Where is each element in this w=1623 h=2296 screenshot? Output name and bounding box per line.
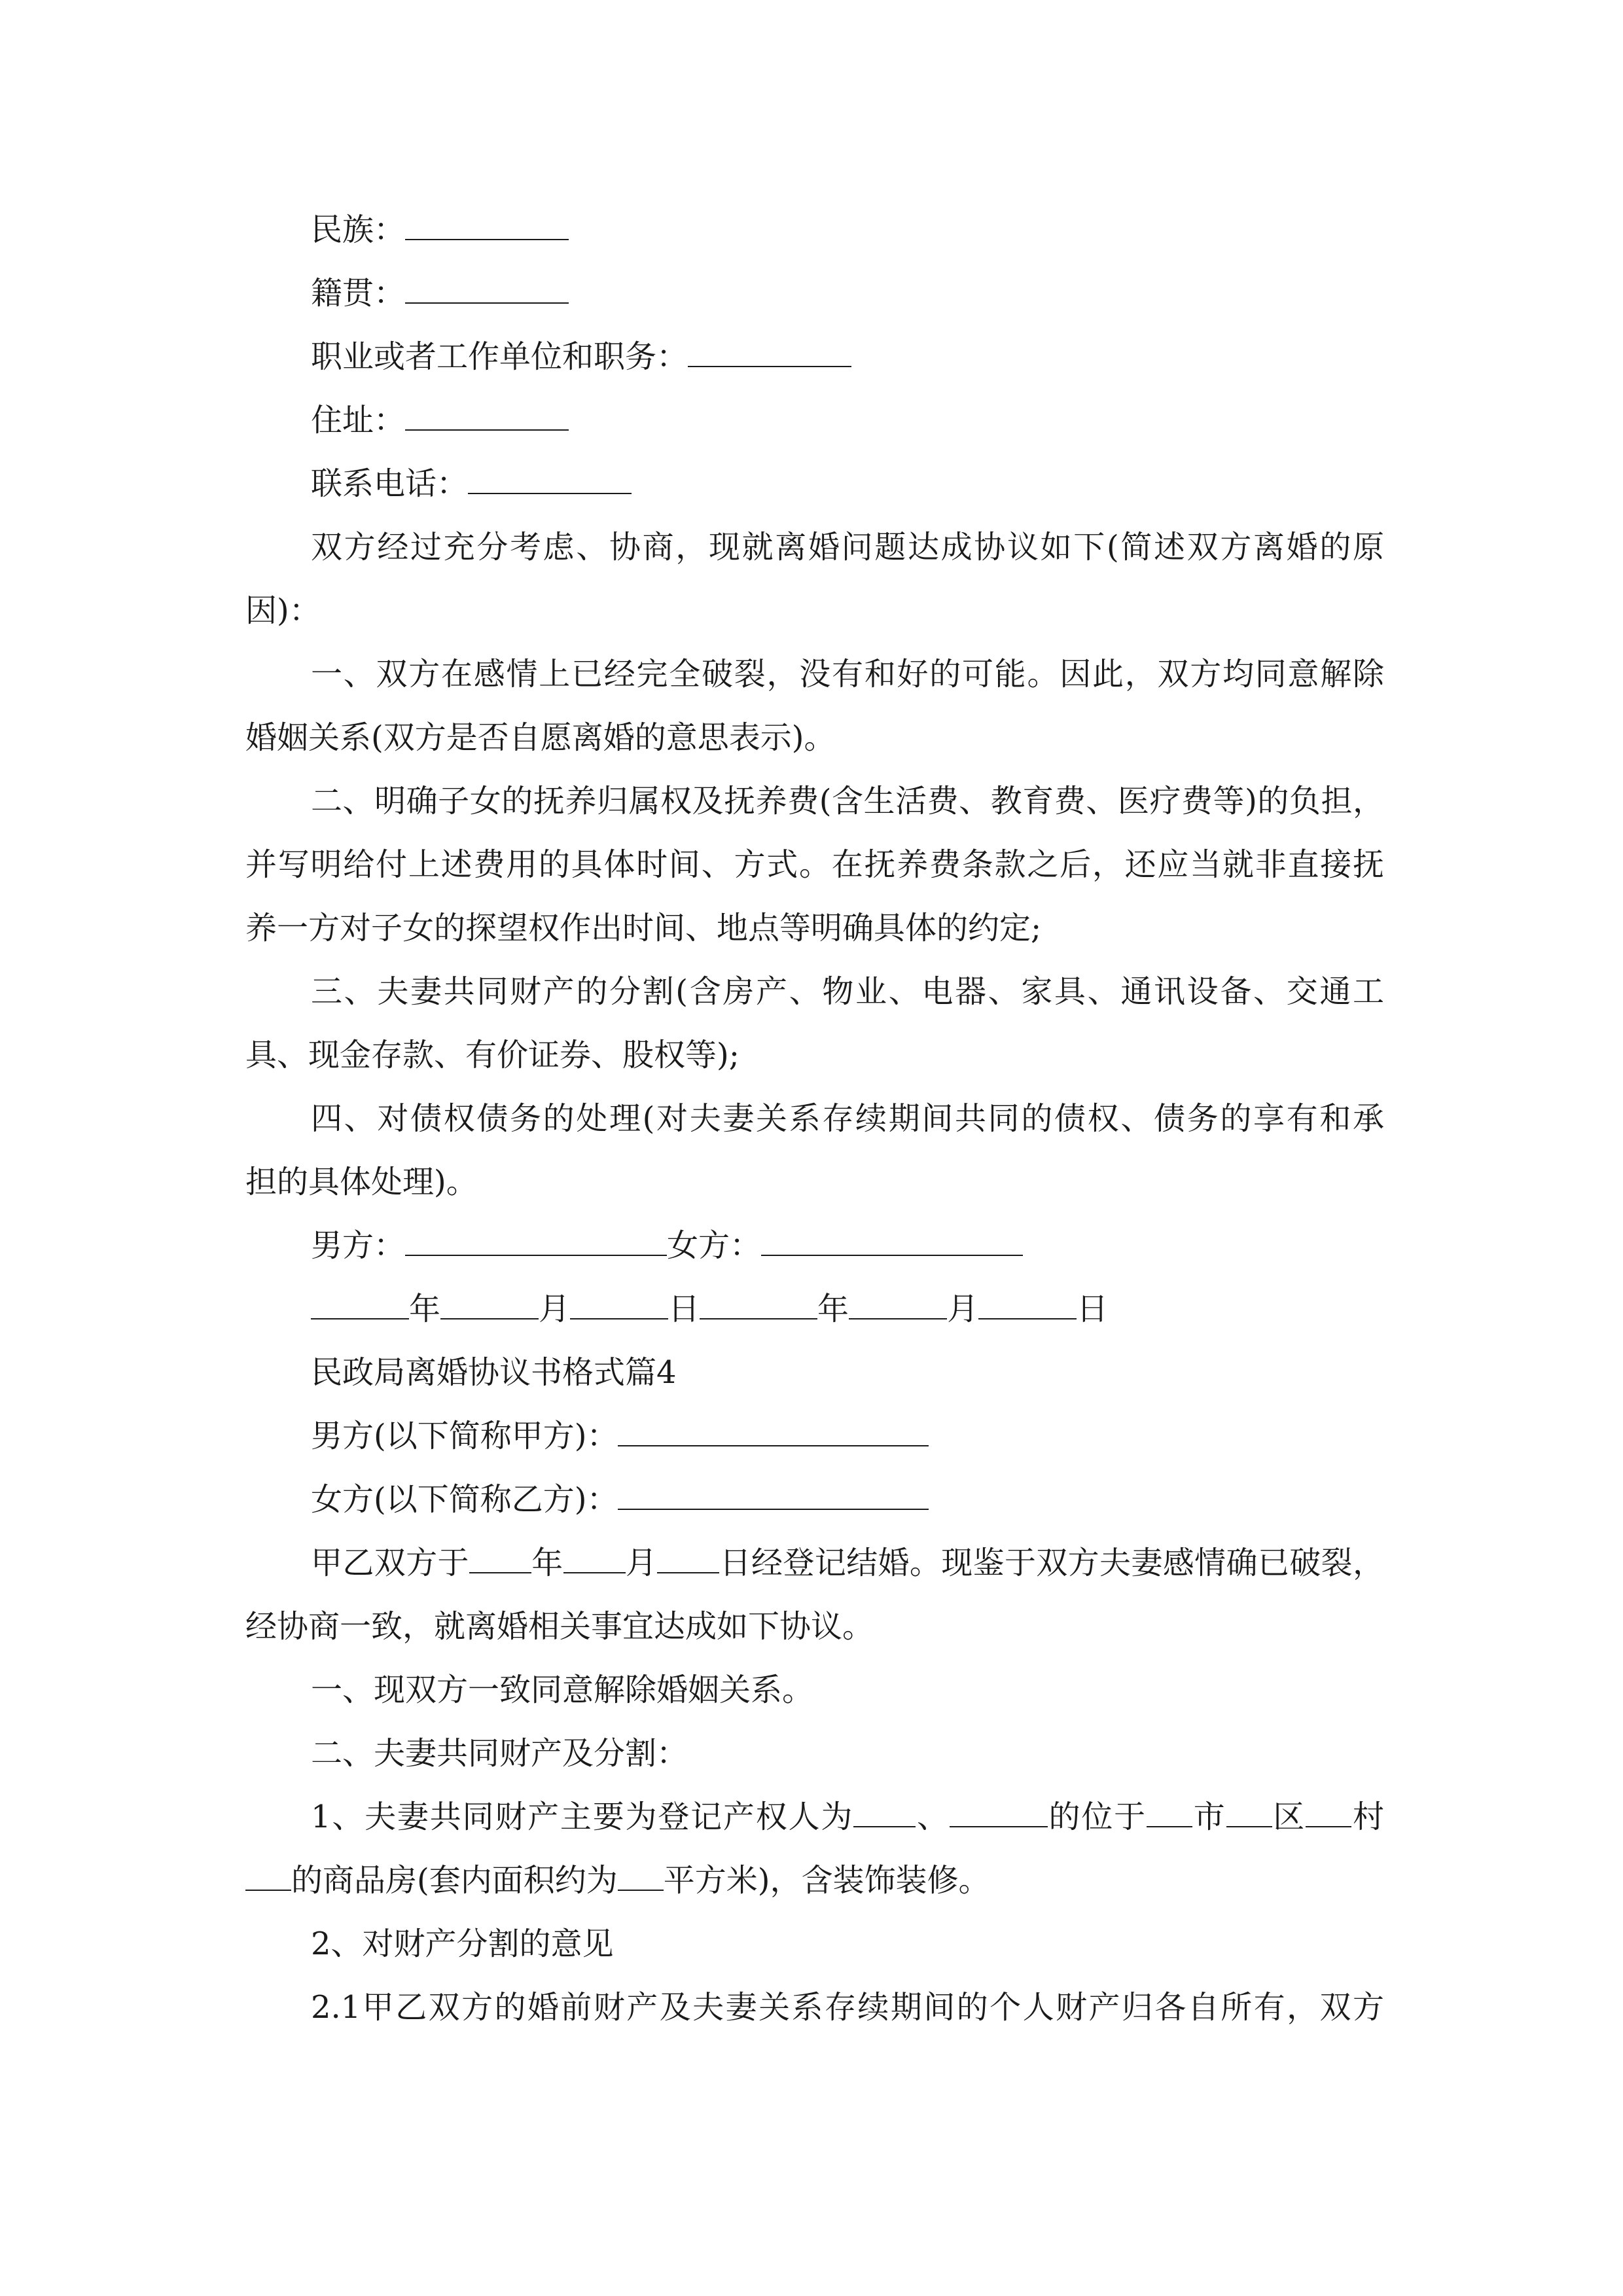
paragraph-line: 并写明给付上述费用的具体时间、方式。在抚养费条款之后，还应当就非直接抚: [245, 846, 1384, 883]
native-place-blank: [405, 276, 569, 304]
party-b-label: 女方(以下简称乙方)：: [311, 1481, 618, 1518]
paragraph-line: 婚姻关系(双方是否自愿离婚的意思表示)。: [245, 719, 836, 756]
party-b-blank: [618, 1482, 929, 1510]
paragraph-line: 二、夫妻共同财产及分割：: [311, 1735, 688, 1772]
male-signature-blank: [405, 1229, 667, 1256]
paragraph-line: 双方经过充分考虑、协商，现就离婚问题达成协议如下(简述双方离婚的原: [311, 529, 1384, 565]
village-blank: [1306, 1800, 1351, 1827]
marriage-text: 甲乙双方于: [311, 1545, 469, 1581]
paragraph-line: 2.1甲乙双方的婚前财产及夫妻关系存续期间的个人财产归各自所有，双方: [311, 1989, 1384, 2026]
native-place-field: [311, 274, 1384, 312]
paragraph-line: 三、夫妻共同财产的分割(含房产、物业、电器、家具、通讯设备、交通工: [311, 973, 1384, 1010]
paragraph-line: 具、现金存款、有价证券、股权等);: [245, 1037, 740, 1073]
paragraph-line: 担的具体处理)。: [245, 1164, 478, 1200]
ethnicity-label: 民族：: [311, 211, 406, 248]
month-label: 月: [947, 1291, 979, 1327]
address-label: 住址：: [311, 402, 406, 439]
area-blank: [618, 1863, 664, 1891]
property-line: [311, 1798, 1384, 1836]
city-blank: [1147, 1800, 1192, 1827]
party-a-field: [311, 1417, 1384, 1455]
property-text: 1、夫妻共同财产主要为登记产权人为: [311, 1799, 854, 1835]
month-blank: [563, 1546, 626, 1573]
phone-blank: [468, 467, 632, 494]
party-a-label: 男方(以下简称甲方)：: [311, 1418, 618, 1454]
month-label: 月: [539, 1291, 571, 1327]
month-blank: [440, 1292, 539, 1319]
paragraph-line: 二、明确子女的抚养归属权及抚养费(含生活费、教育费、医疗费等)的负担，: [311, 783, 1384, 819]
property-line: [245, 1861, 1384, 1899]
section-heading: 民政局离婚协议书格式篇4: [311, 1354, 677, 1391]
signature-line: [311, 1227, 1384, 1265]
address-blank: [405, 403, 569, 431]
day-blank: [657, 1546, 719, 1573]
date-line: [311, 1290, 1384, 1328]
owner-blank: [853, 1800, 916, 1827]
paragraph-line: 经协商一致，就离婚相关事宜达成如下协议。: [245, 1608, 874, 1645]
property-text: 的商品房(套内面积约为: [291, 1862, 618, 1899]
marriage-date-line: [311, 1544, 1384, 1582]
paragraph-line: 因)：: [245, 592, 321, 629]
year-blank: [700, 1292, 817, 1319]
year-label: 年: [817, 1291, 849, 1327]
year-blank: [311, 1292, 409, 1319]
marriage-text: 日经登记结婚。现鉴于双方夫妻感情确已破裂，: [719, 1545, 1384, 1581]
day-blank: [978, 1292, 1077, 1319]
owner-blank: [950, 1800, 1048, 1827]
day-label: 日: [668, 1291, 700, 1327]
day-label: 日: [1077, 1291, 1109, 1327]
district-label: 区: [1272, 1799, 1306, 1835]
city-label: 市: [1192, 1799, 1226, 1835]
month-blank: [849, 1292, 947, 1319]
female-signature-label: 女方：: [667, 1227, 762, 1264]
paragraph-line: 养一方对子女的探望权作出时间、地点等明确具体的约定;: [245, 910, 1042, 946]
year-blank: [469, 1546, 531, 1573]
year-label: 年: [531, 1545, 563, 1581]
property-text: 的位于: [1047, 1799, 1147, 1835]
paragraph-line: 四、对债权债务的处理(对夫妻关系存续期间共同的债权、债务的享有和承: [311, 1100, 1384, 1137]
year-label: 年: [409, 1291, 441, 1327]
occupation-blank: [688, 340, 851, 367]
ethnicity-field: [311, 211, 1384, 249]
address-field: [311, 401, 1384, 439]
male-signature-label: 男方：: [311, 1227, 406, 1264]
ethnicity-blank: [405, 213, 569, 240]
phone-field: [311, 465, 1384, 503]
paragraph-line: 一、双方在感情上已经完全破裂，没有和好的可能。因此，双方均同意解除: [311, 656, 1384, 692]
property-text: 平方米)，含装饰装修。: [663, 1862, 990, 1899]
paragraph-line: 一、现双方一致同意解除婚姻关系。: [311, 1672, 814, 1708]
location-blank: [245, 1863, 291, 1891]
occupation-label: 职业或者工作单位和职务：: [311, 338, 688, 375]
day-blank: [570, 1292, 668, 1319]
village-label: 村: [1351, 1799, 1384, 1835]
month-label: 月: [625, 1545, 658, 1581]
phone-label: 联系电话：: [311, 465, 469, 502]
party-b-field: [311, 1480, 1384, 1518]
occupation-field: [311, 338, 1384, 376]
paragraph-line: 2、对财产分割的意见: [311, 1926, 614, 1962]
native-place-label: 籍贯：: [311, 275, 406, 312]
district-blank: [1226, 1800, 1272, 1827]
property-text: 、: [916, 1799, 950, 1835]
party-a-blank: [618, 1419, 929, 1446]
female-signature-blank: [761, 1229, 1023, 1256]
